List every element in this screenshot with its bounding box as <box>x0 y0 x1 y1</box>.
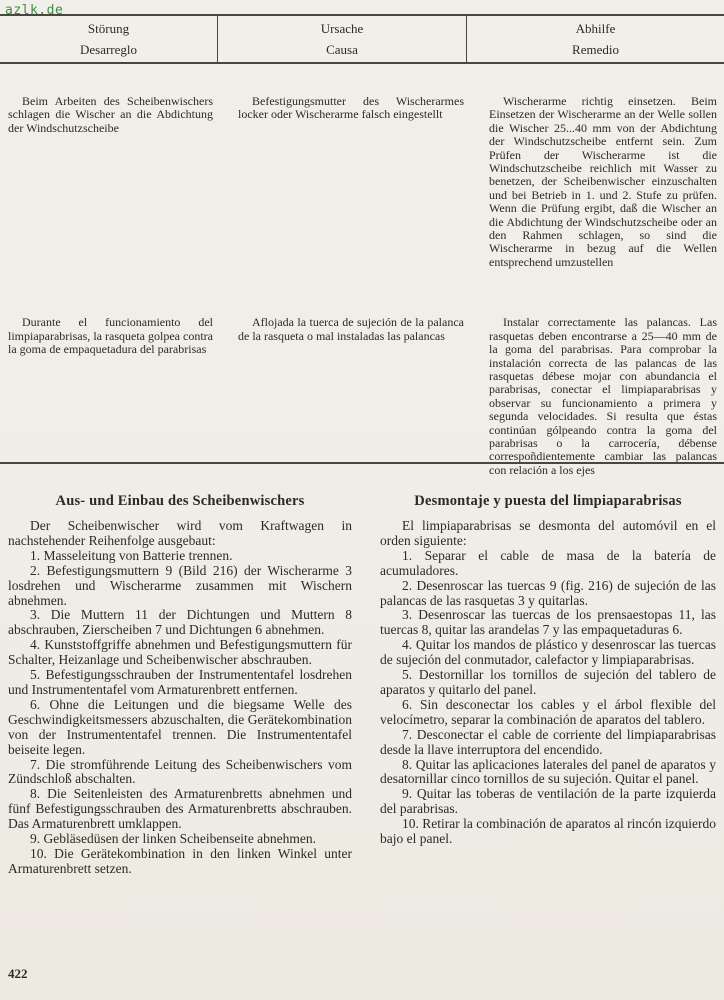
step-item: 1. Separar el cable de masa de la batería de acumuladores. <box>380 547 716 578</box>
intro-paragraph: Der Scheibenwischer wird vom Kraftwagen in nachstehender Reihenfolge ausgebaut: <box>8 518 352 548</box>
header-cause-de: Ursache <box>320 20 364 36</box>
cell-fault: Durante el funcionamiento del limpiaparabrisas, la rasqueta golpea contra la goma de empaquetadura del parabrisas <box>8 315 213 357</box>
table-row <box>0 83 724 281</box>
intro-paragraph: El limpiaparabrisas se desmonta del automóvil en el orden siguiente: <box>380 518 716 548</box>
step-item: 8. Quitar las aplicaciones laterales del panel de aparatos y desatornillar cinco tornillos de su sujeción. Quitar el panel. <box>380 756 716 787</box>
step-item: 7. Die stromführende Leitung des Scheibenwischers vom Zündschloß abschalten. <box>8 756 352 787</box>
troubleshooting-table-body <box>0 66 724 489</box>
section-title-german: Aus- und Einbau des Scheibenwischers <box>55 493 305 509</box>
step-item: 7. Desconectar el cable de corriente del limpiaparabrisas desde la llave interruptora del encendido. <box>380 726 716 757</box>
step-item: 1. Masseleitung von Batterie trennen. <box>30 547 233 563</box>
step-item: 3. Desenroscar las tuercas de los prensaestopas 11, las tuercas 8, quitar las arandelas 7 y las empaquetaduras 6. <box>380 607 716 638</box>
cell-remedy: Wischerarme richtig einsetzen. Beim Einsetzen der Wischerarme an der Welle sollen die Wischer 25...40 mm von der Abdichtung der Windschutzscheibe entfernt sein. Zum Prüfen der Wischerarme ist die Windschutzscheibe reichlich mit Wasser zu benetzen, der Scheibenwischer einzuschalten und bei Betrieb in 1. und 2. Stufe zu prüfen. Wenn die Prüfung ergibt, daß die Wischer an die Abdichtung der Windschutzscheibe oder an den Rahmen schlagen, so sind die Wischerarme in bezug auf die Wellen entsprechend umzustellen <box>489 94 717 269</box>
table-header-cause <box>218 16 467 62</box>
step-item: 10. Die Gerätekombination in den linken Winkel unter Armaturenbrett setzen. <box>8 845 352 876</box>
step-item: 8. Die Seitenleisten des Armaturenbretts abnehmen und fünf Befestigungsschrauben des Armaturenbretts abschrauben. Das Armaturenbrett umklappen. <box>8 786 352 832</box>
step-item: 9. Quitar las toberas de ventilación de la parte izquierda del parabrisas. <box>380 786 716 817</box>
cell-cause: Aflojada la tuerca de sujeción de la palanca de la rasqueta o mal instaladas las palancas <box>238 315 464 343</box>
header-fault-de: Störung <box>87 20 130 36</box>
troubleshooting-table-header <box>0 16 724 64</box>
step-item: 3. Die Muttern 11 der Dichtungen und Muttern 8 abschrauben, Zierscheiben 7 und Dichtungen 6 abnehmen. <box>8 607 352 638</box>
cell-remedy: Instalar correctamente las palancas. Las rasquetas deben encontrarse a 25—40 mm de la goma del parabrisas. Para comprobar la instalación correcta de las palancas de las rasquetas débese mojar con abundancia el parabrisas, conectar el limpiaparabrisas y observar su funcionamiento a primera y segunda velocidades. Si resulta que éstas continúan gólpeando contra la goma del parabrisas o la carrocería, débense correspoñdientemente cambiar las palancas con relación a los ejes <box>489 315 717 477</box>
section-title-spanish: Desmontaje y puesta del limpiaparabrisas <box>414 493 682 509</box>
step-item: 4. Kunststoffgriffe abnehmen und Befestigungsmuttern für Schalter, Heizanlage und Scheibenwischer abschrauben. <box>8 637 352 668</box>
table-header-fault <box>0 16 218 62</box>
step-item: 2. Befestigungsmuttern 9 (Bild 216) der Wischerarme 3 losdrehen und Wischerarme zusammen mit Wischern abnehmen. <box>8 562 352 608</box>
header-fault-es: Desarreglo <box>79 41 138 57</box>
step-item: 4. Quitar los mandos de plástico y desenroscar las tuercas de sujeción del conmutador, calefactor y limpiaparabrisas. <box>380 637 716 668</box>
spanish-instructions-column <box>380 493 716 877</box>
step-item: 6. Sin desconectar los cables y el árbol flexible del velocímetro, separar la combinación de aparatos del tablero. <box>380 696 716 727</box>
step-item: 6. Ohne die Leitungen und die biegsame Welle des Geschwindigkeitsmessers abzuschalten, die Gerätekombination von der Instrumententafel trennen. Die Instrumententafel beiseite legen. <box>8 696 352 757</box>
step-item: 5. Befestigungsschrauben der Instrumententafel losdrehen und Instrumententafel vom Armaturenbrett entfernen. <box>8 667 352 697</box>
step-item: 5. Destornillar los tornillos de sujeción del tablero de aparatos y quitarlo del panel. <box>380 667 716 697</box>
header-remedy-es: Remedio <box>572 41 619 57</box>
step-item: 9. Gebläsedüsen der linken Scheibenseite abnehmen. <box>30 831 317 847</box>
header-cause-es: Causa <box>326 41 358 57</box>
table-header-remedy <box>467 16 724 62</box>
cell-cause: Befestigungsmutter des Wischerarmes locker oder Wischerarme falsch eingestellt <box>238 94 464 122</box>
page-number: 422 <box>8 966 28 981</box>
cell-fault: Beim Arbeiten des Scheibenwischers schlagen die Wischer an die Abdichtung der Windschutzscheibe <box>8 94 213 135</box>
section-divider-rule <box>0 462 724 464</box>
instructions-columns <box>8 493 716 877</box>
step-item: 2. Desenroscar las tuercas 9 (fig. 216) de sujeción de las palancas de las rasquetas 3 y quitarlas. <box>380 577 716 608</box>
header-remedy-de: Abhilfe <box>575 20 616 36</box>
german-instructions-column <box>8 493 352 877</box>
watermark: azlk.de <box>5 3 64 18</box>
step-item: 10. Retirar la combinación de aparatos al rincón izquierdo bajo el panel. <box>380 816 716 847</box>
